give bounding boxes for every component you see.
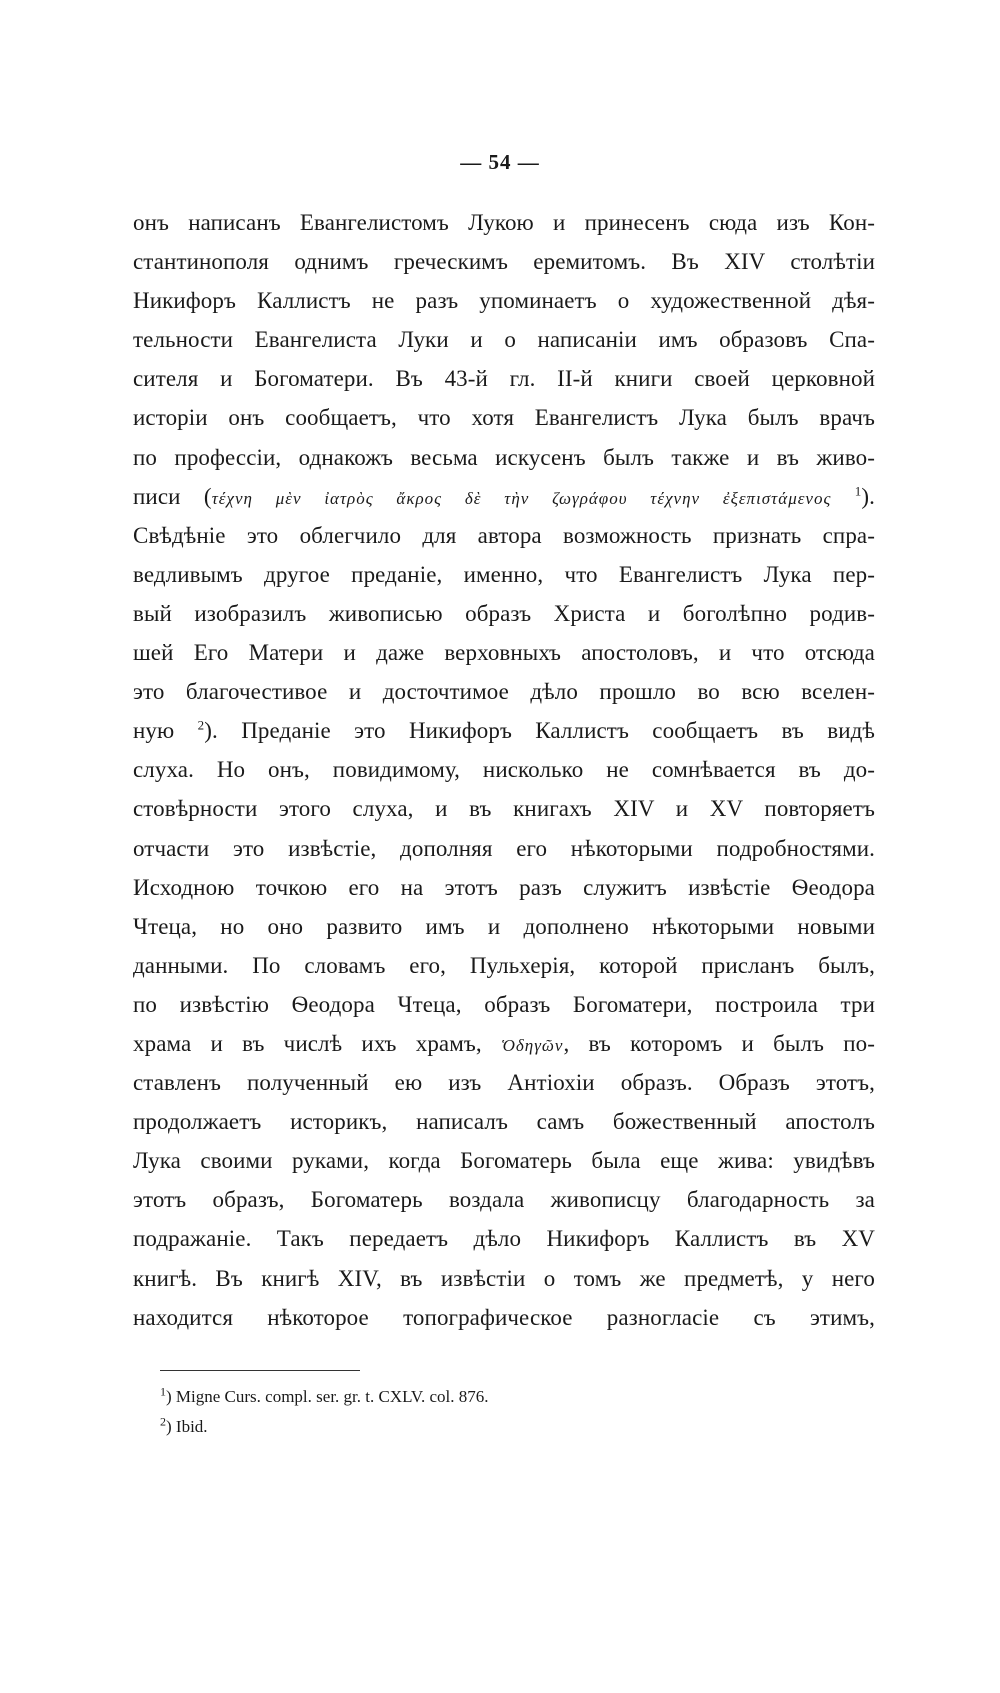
text-line: Никифоръ Каллистъ не разъ упоминаетъ о художественной дѣя- (133, 288, 875, 314)
text-line: находится нѣкоторое топографическое разногласіе съ этимъ, (133, 1304, 875, 1330)
footnote-ref: 2 (197, 717, 205, 733)
text-line: Чтеца, но оно развито имъ и дополнено нѣкоторыми новыми (133, 913, 875, 939)
footnote-ref: 1 (854, 483, 862, 498)
text-fragment: писи ( (133, 483, 212, 509)
text-line: это благочестивое и досточтимое дѣло прошло во всю вселен- (133, 679, 875, 705)
text-line: шей Его Матери и даже верховныхъ апостоловъ, и что отсюда (133, 640, 875, 666)
text-fragment: ). Преданіе это Никифоръ Каллистъ сообщаетъ въ видѣ (204, 718, 875, 744)
greek-quotation: τέχνη μὲν ἰατρὸς ἄκρος δὲ τὴν ζωγράφου τέχνην ἐξεπιστάμενος (211, 488, 832, 508)
text-line: слуха. Но онъ, повидимому, нисколько не сомнѣвается въ до- (133, 757, 875, 783)
text-line: ставленъ полученный ею изъ Антіохіи образъ. Образъ этотъ, (133, 1070, 875, 1096)
text-fragment: ную (133, 718, 198, 744)
text-fragment: ). (861, 483, 875, 509)
text-line-greek-word (133, 1024, 875, 1063)
text-line: Исходною точкою его на этотъ разъ служитъ извѣстіе Ѳеодора (133, 874, 875, 900)
text-line: подражаніе. Такъ передаетъ дѣло Никифоръ Каллистъ въ XV (133, 1226, 875, 1252)
footnote-text: ) Migne Curs. compl. ser. gr. t. CXLV. col. 876. (166, 1387, 489, 1406)
text-line: стантинополя однимъ греческимъ еремитомъ. Въ XIV столѣтіи (133, 249, 875, 275)
text-line: книгѣ. Въ книгѣ XIV, въ извѣстіи о томъ же предметѣ, у него (133, 1265, 875, 1291)
text-line-footnote-ref (133, 711, 875, 750)
text-line: данными. По словамъ его, Пульхерія, которой присланъ былъ, (133, 952, 875, 978)
text-line: Свѣдѣніе это облегчило для автора возможность признать спра- (133, 522, 875, 548)
text-line: стовѣрности этого слуха, и въ книгахъ XIV и XV повторяетъ (133, 796, 875, 822)
text-line: по извѣстію Ѳеодора Чтеца, образъ Богоматери, построила три (133, 991, 875, 1017)
footnote (160, 1382, 760, 1412)
text-line: сителя и Богоматери. Въ 43-й гл. II-й книги своей церковной (133, 366, 875, 392)
footnote-mark: 1 (160, 1384, 166, 1399)
text-line: по профессіи, однакожъ весьма искусенъ былъ также и въ живо- (133, 444, 875, 470)
footnotes (160, 1382, 760, 1442)
text-fragment: храма и въ числѣ ихъ храмъ, (133, 1030, 501, 1056)
footnote-text: ) Ibid. (166, 1417, 208, 1436)
footnote (160, 1412, 760, 1442)
greek-word: Ὁδηγῶν (500, 1035, 564, 1055)
footnote-divider (160, 1370, 360, 1371)
text-line: исторіи онъ сообщаетъ, что хотя Евангелистъ Лука былъ врачъ (133, 405, 875, 431)
text-line: ведливымъ другое преданіе, именно, что Евангелистъ Лука пер- (133, 561, 875, 587)
page-number: — 54 — (460, 150, 540, 174)
text-fragment: , въ которомъ и былъ по- (563, 1030, 876, 1056)
footnote-mark: 2 (160, 1414, 166, 1429)
text-line: онъ написанъ Евангелистомъ Лукою и принесенъ сюда изъ Кон- (133, 210, 875, 235)
text-line: Лука своими руками, когда Богоматерь была еще жива: увидѣвъ (133, 1148, 875, 1174)
body-text (133, 203, 875, 1337)
text-line-greek-quote (133, 477, 875, 516)
text-line: тельности Евангелиста Луки и о написаніи имъ образовъ Спа- (133, 327, 875, 353)
text-line: отчасти это извѣстіе, дополняя его нѣкоторыми подробностями. (133, 835, 875, 861)
text-line: продолжаетъ историкъ, написалъ самъ божественный апостолъ (133, 1109, 875, 1135)
text-line: вый изобразилъ живописью образъ Христа и боголѣпно родив- (133, 600, 875, 626)
text-line: этотъ образъ, Богоматерь воздала живописцу благодарность за (133, 1187, 875, 1213)
